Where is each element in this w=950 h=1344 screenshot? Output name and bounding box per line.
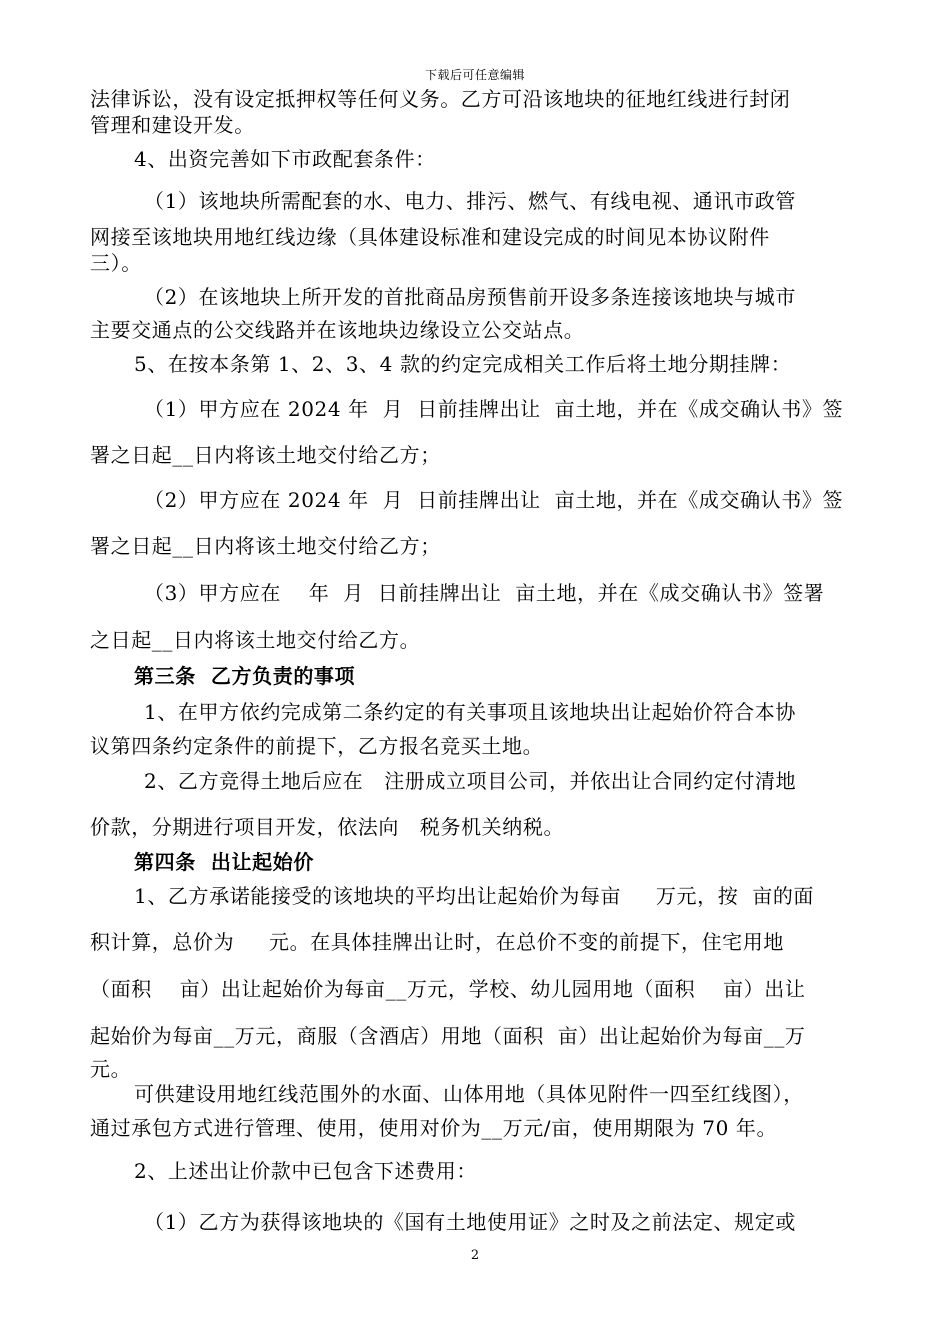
body-line: 之日起__日内将该土地交付给乙方。 (90, 628, 421, 652)
body-line: 主要交通点的公交线路并在该地块边缘设立公交站点。 (90, 318, 585, 342)
body-line: 1、乙方承诺能接受的该地块的平均出让起始价为每亩 万元，按 亩的面 (134, 884, 815, 908)
body-line: （2）甲方应在 2024 年 月 日前挂牌出让 亩土地，并在《成交确认书》签 (144, 488, 844, 512)
body-line: 管理和建设开发。 (90, 113, 255, 137)
body-line: 4、出资完善如下市政配套条件： (134, 147, 436, 171)
body-line: （2）在该地块上所开发的首批商品房预售前开设多条连接该地块与城市 (144, 285, 796, 309)
page-header-note: 下载后可任意编辑 (424, 68, 525, 82)
body-line: 网接至该地块用地红线边缘（具体建设标准和建设完成的时间见本协议附件 (90, 225, 770, 249)
body-line: 署之日起__日内将该土地交付给乙方； (90, 534, 441, 558)
body-line: 积计算，总价为 元。在具体挂牌出让时，在总价不变的前提下，住宅用地 (90, 930, 784, 954)
body-line: 价款，分期进行项目开发，依法向 税务机关纳税。 (90, 815, 565, 839)
body-line: （1）甲方应在 2024 年 月 日前挂牌出让 亩土地，并在《成交确认书》签 (144, 397, 844, 421)
body-line: 三）。 (90, 251, 142, 275)
section-heading: 第三条 乙方负责的事项 (134, 664, 356, 688)
body-line: 署之日起__日内将该土地交付给乙方； (90, 443, 441, 467)
body-line: （1）该地块所需配套的水、电力、排污、燃气、有线电视、通讯市政管 (144, 189, 796, 213)
body-line: 元。 (90, 1057, 132, 1081)
body-line: （面积 亩）出让起始价为每亩__万元，学校、幼儿园用地（面积 亩）出让 (90, 977, 806, 1001)
body-line: 通过承包方式进行管理、使用，使用对价为__万元/亩，使用期限为 70 年。 (90, 1116, 778, 1140)
body-line: （3）甲方应在 年 月 日前挂牌出让 亩土地，并在《成交确认书》签署 (144, 581, 825, 605)
page-number: 2 (470, 1248, 480, 1263)
body-line: 5、在按本条第 1、2、3、4 款的约定完成相关工作后将土地分期挂牌： (134, 352, 792, 376)
body-line: 可供建设用地红线范围外的水面、山体用地（具体见附件一四至红线图）， (134, 1082, 804, 1106)
body-line: 2、乙方竞得土地后应在 注册成立项目公司，并依出让合同约定付清地 (144, 769, 797, 793)
body-line: 法律诉讼，没有设定抵押权等任何义务。乙方可沿该地块的征地红线进行封闭 (90, 87, 791, 111)
body-line: （1）乙方为获得该地块的《国有土地使用证》之时及之前法定、规定或 (144, 1210, 796, 1234)
body-line: 1、在甲方依约完成第二条约定的有关事项且该地块出让起始价符合本协 (144, 700, 796, 724)
body-line: 起始价为每亩__万元，商服（含酒店）用地（面积 亩）出让起始价为每亩__万 (90, 1024, 806, 1048)
body-line: 2、上述出让价款中已包含下述费用： (134, 1159, 477, 1183)
body-line: 议第四条约定条件的前提下，乙方报名竞买土地。 (90, 734, 544, 758)
section-heading: 第四条 出让起始价 (134, 850, 314, 874)
